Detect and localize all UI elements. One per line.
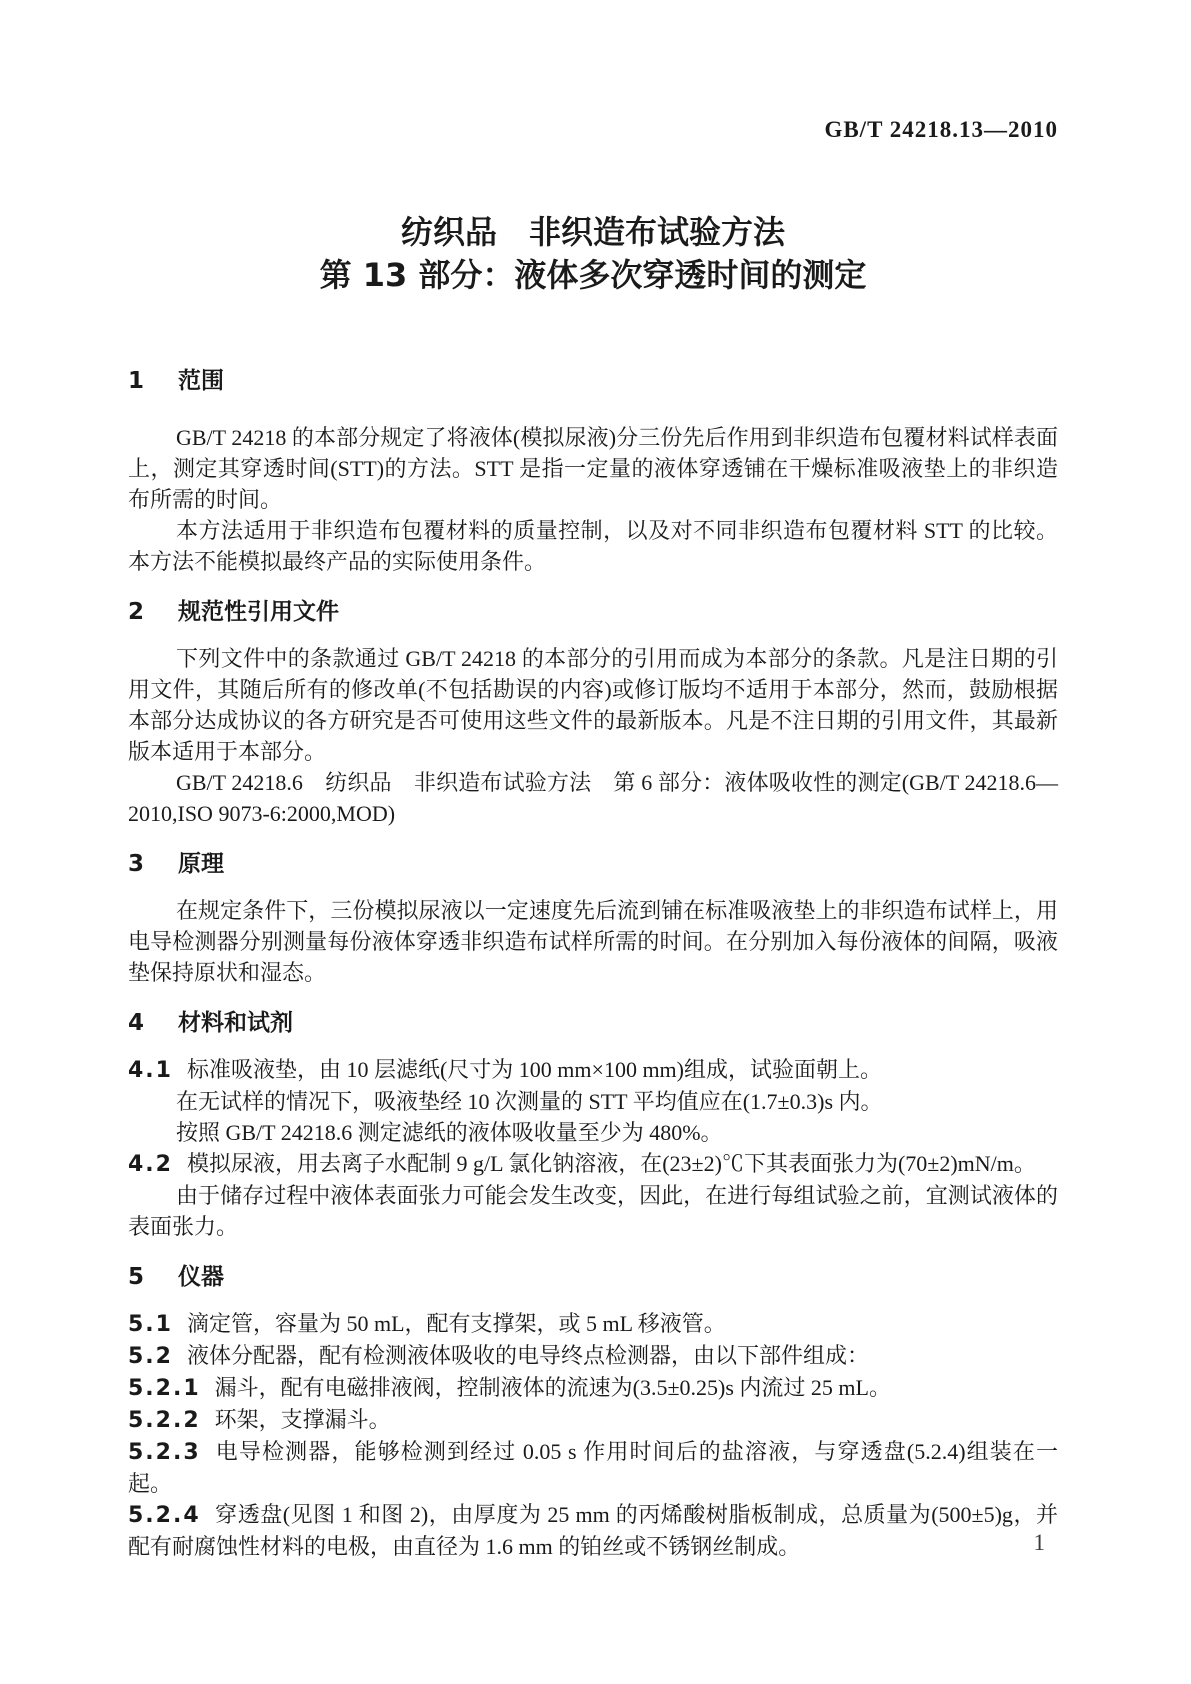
clause-text: 滴定管，容量为 50 mL，配有支撑架，或 5 mL 移液管。 (186, 1311, 726, 1336)
clause-number: 4.2 (128, 1152, 173, 1177)
section-1-number: 1 (128, 368, 145, 394)
clause-item (128, 1404, 1058, 1436)
clause-sub-paragraph: 按照 GB/T 24218.6 测定滤纸的液体吸收量至少为 480%。 (176, 1120, 723, 1145)
clause-text: 电导检测器，能够检测到经过 0.05 s 作用时间后的盐溶液，与穿透盘(5.2.4)组装在一起。 (128, 1439, 1058, 1496)
clause-number: 5.2.3 (128, 1440, 201, 1465)
section-1-paragraph: 本方法适用于非织造布包覆材料的质量控制，以及对不同非织造布包覆材料 STT 的比较。本方法不能模拟最终产品的实际使用条件。 (128, 518, 1058, 574)
page-number: 1 (1033, 1530, 1045, 1555)
clause-number: 5.2.1 (128, 1376, 201, 1401)
clause-item (128, 1499, 1058, 1562)
section-2-paragraph: 下列文件中的条款通过 GB/T 24218 的本部分的引用而成为本部分的条款。凡是注日期的引用文件，其随后所有的修改单(不包括勘误的内容)或修订版均不适用于本部分，然而，鼓励根据本部分达成协议的各方研究是否可使用这些文件的最新版本。凡是不注日期的引用文件，其最新版本适用于本部分。 (128, 646, 1058, 764)
document-content (128, 0, 1058, 1562)
section-1-paragraph: GB/T 24218 的本部分规定了将液体(模拟尿液)分三份先后作用到非织造布包覆材料试样表面上，测定其穿透时间(STT)的方法。STT 是指一定量的液体穿透铺在干燥标准吸液垫上的非织造布所需的时间。 (128, 425, 1058, 512)
clause-item (128, 1436, 1058, 1499)
clause-sub-paragraph: 由于储存过程中液体表面张力可能会发生改变，因此，在进行每组试验之前，宜测试液体的表面张力。 (128, 1183, 1058, 1239)
clause-text: 液体分配器，配有检测液体吸收的电导终点检测器，由以下部件组成： (186, 1343, 869, 1368)
section-2-number: 2 (128, 599, 145, 625)
clause-number: 5.2 (128, 1344, 173, 1369)
clause-number: 5.1 (128, 1312, 173, 1337)
clause-item (128, 1148, 1058, 1180)
section-3-number: 3 (128, 851, 145, 877)
section-5-number: 5 (128, 1264, 145, 1290)
section-5-title: 仪器 (178, 1264, 224, 1290)
clause-text: 标准吸液垫，由 10 层滤纸(尺寸为 100 mm×100 mm)组成，试验面朝上。 (186, 1057, 882, 1082)
section-1-title: 范围 (178, 368, 224, 394)
section-3-title: 原理 (178, 851, 224, 877)
clause-number: 5.2.4 (128, 1503, 201, 1528)
section-1-heading (128, 366, 1058, 397)
section-3-paragraph: 在规定条件下，三份模拟尿液以一定速度先后流到铺在标准吸液垫上的非织造布试样上，用电导检测器分别测量每份液体穿透非织造布试样所需的时间。在分别加入每份液体的间隔，吸液垫保持原状和湿态。 (128, 898, 1058, 985)
clause-number: 4.1 (128, 1058, 173, 1083)
document-title-line2: 第 13 部分：液体多次穿透时间的测定 (319, 256, 867, 294)
clause-sub-paragraph: 在无试样的情况下，吸液垫经 10 次测量的 STT 平均值应在(1.7±0.3)s 内。 (176, 1089, 883, 1114)
clause-text: 模拟尿液，用去离子水配制 9 g/L 氯化钠溶液，在(23±2)℃下其表面张力为(70±2)mN/m。 (186, 1151, 1036, 1176)
clause-item (128, 1054, 1058, 1086)
clause-text: 环架，支撑漏斗。 (214, 1407, 391, 1432)
section-4-heading (128, 1008, 1058, 1039)
normative-reference: GB/T 24218.6 纺织品 非织造布试验方法 第 6 部分：液体吸收性的测定(GB/T 24218.6—2010,ISO 9073-6:2000,MOD) (128, 770, 1058, 826)
section-2-heading (128, 597, 1058, 628)
section-5-heading (128, 1262, 1058, 1293)
document-title-line1: 纺织品 非织造布试验方法 (400, 213, 785, 251)
clause-item (128, 1372, 1058, 1404)
clause-number: 5.2.2 (128, 1408, 201, 1433)
clause-item (128, 1340, 1058, 1372)
document-title (128, 211, 1058, 297)
section-2-title: 规范性引用文件 (178, 599, 339, 625)
clause-item (128, 1308, 1058, 1340)
standard-code: GB/T 24218.13—2010 (824, 117, 1058, 142)
section-3-heading (128, 849, 1058, 880)
clause-text: 漏斗，配有电磁排液阀，控制液体的流速为(3.5±0.25)s 内流过 25 mL。 (214, 1375, 891, 1400)
clause-text: 穿透盘(见图 1 和图 2)，由厚度为 25 mm 的丙烯酸树脂板制成，总质量为(500±5)g，并配有耐腐蚀性材料的电极，由直径为 1.6 mm 的铂丝或不锈钢丝制成。 (128, 1502, 1058, 1559)
section-4-number: 4 (128, 1010, 145, 1036)
section-4-title: 材料和试剂 (178, 1010, 293, 1036)
